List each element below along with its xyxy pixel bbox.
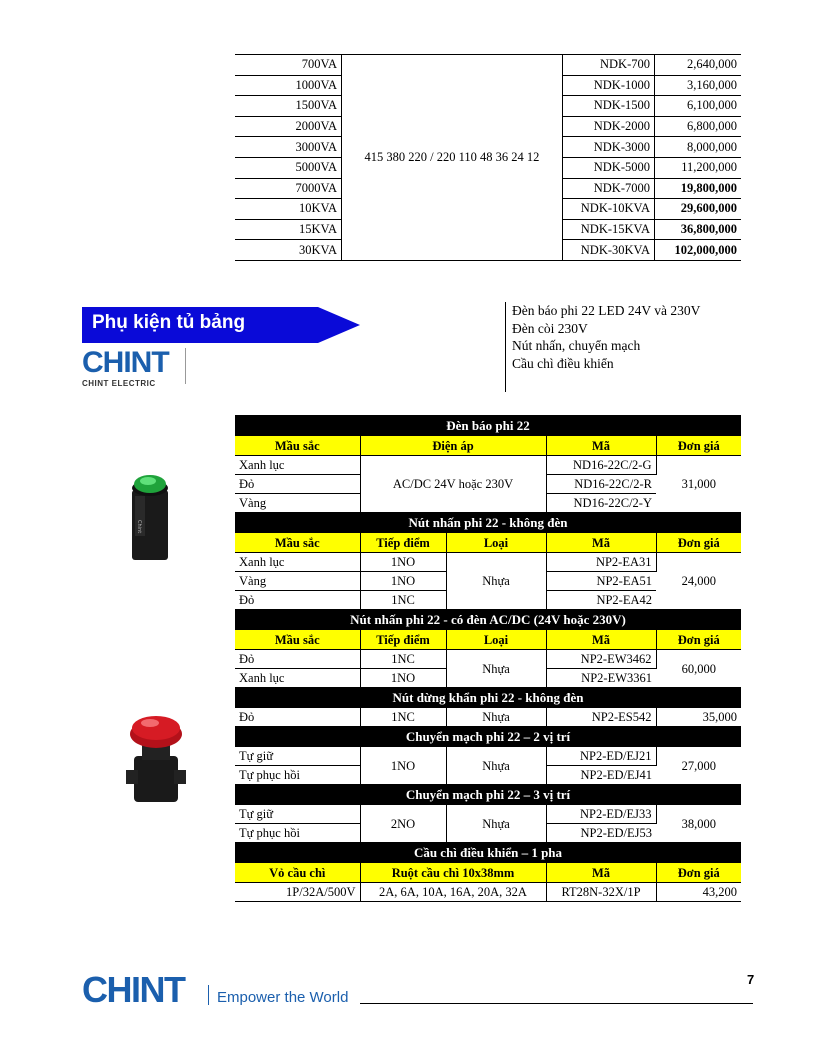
table-row [235, 708, 741, 727]
table-row [235, 747, 741, 766]
header-price: Đơn giá [656, 533, 741, 553]
code-cell: NP2-ED/EJ33 [546, 805, 656, 824]
feature-item: Đèn báo phi 22 LED 24V và 230V [512, 303, 701, 318]
code-cell: ND16-22C/2-G [546, 456, 656, 475]
contact-cell: 1NC [360, 591, 446, 610]
contact-cell: 2NO [360, 805, 446, 843]
capacity-cell: 3000VA [235, 137, 342, 158]
table-row [235, 456, 741, 475]
model-cell: NDK-10KVA [563, 199, 655, 220]
section-title: Phụ kiện tủ bảng [92, 312, 246, 333]
code-cell: NP2-ED/EJ41 [546, 766, 656, 785]
type-cell: Nhựa [446, 650, 546, 688]
model-cell: NDK-3000 [563, 137, 655, 158]
contact-cell: 1NO [360, 572, 446, 591]
color-cell: Đỏ [235, 708, 360, 727]
color-cell: Vàng [235, 494, 360, 513]
contact-cell: 1NO [360, 669, 446, 688]
pushbutton-section-title: Nút nhấn phi 22 - không đèn [235, 513, 741, 533]
contact-cell: 1NC [360, 650, 446, 669]
type-cell: Nhựa [446, 805, 546, 843]
model-cell: NDK-5000 [563, 157, 655, 178]
fuse-section-title: Cầu chì điều khiển – 1 pha [235, 843, 741, 863]
header-code: Mã [546, 630, 656, 650]
color-cell: Đỏ [235, 475, 360, 494]
price-cell: 102,000,000 [655, 240, 742, 261]
svg-text:Chint: Chint [136, 520, 142, 534]
cartridge-cell: 2A, 6A, 10A, 16A, 20A, 32A [360, 883, 546, 902]
header-type: Loại [446, 630, 546, 650]
price-cell: 31,000 [656, 456, 741, 513]
header-contact: Tiếp điểm [360, 533, 446, 553]
header-price: Đơn giá [656, 436, 741, 456]
mode-cell: Tự phục hồi [235, 824, 360, 843]
table-row [235, 650, 741, 669]
model-cell: NDK-1000 [563, 75, 655, 96]
header-code: Mã [546, 436, 656, 456]
price-cell: 6,800,000 [655, 116, 742, 137]
code-cell: NP2-EA31 [546, 553, 656, 572]
code-cell: ND16-22C/2-Y [546, 494, 656, 513]
indicator-light-image [122, 470, 178, 562]
price-cell: 27,000 [656, 747, 741, 785]
table-row [235, 883, 741, 902]
code-cell: NP2-ES542 [546, 708, 656, 727]
code-cell: NP2-ED/EJ21 [546, 747, 656, 766]
section-banner [82, 307, 360, 343]
selector3-section-title: Chuyển mạch phi 22 – 3 vị trí [235, 785, 741, 805]
header-contact: Tiếp điểm [360, 630, 446, 650]
code-cell: NP2-EW3361 [546, 669, 656, 688]
header-type: Loại [446, 533, 546, 553]
mode-cell: Tự giữ [235, 805, 360, 824]
capacity-cell: 1000VA [235, 75, 342, 96]
code-cell: RT28N-32X/1P [546, 883, 656, 902]
estop-section-title: Nút dừng khẩn phi 22 - không đèn [235, 688, 741, 708]
page-number: 7 [747, 972, 755, 987]
capacity-cell: 2000VA [235, 116, 342, 137]
footer-divider [208, 985, 209, 1005]
housing-cell: 1P/32A/500V [235, 883, 360, 902]
price-cell: 3,160,000 [655, 75, 742, 96]
color-cell: Đỏ [235, 591, 360, 610]
contact-cell: 1NO [360, 747, 446, 785]
panel-accessories-table [235, 415, 741, 902]
chint-logo [82, 348, 192, 388]
lit-pushbutton-section-title: Nút nhấn phi 22 - có đèn AC/DC (24V hoặc 230V) [235, 610, 741, 630]
price-cell: 11,200,000 [655, 157, 742, 178]
color-cell: Xanh lục [235, 456, 360, 475]
table-row [235, 805, 741, 824]
header-color: Mầu sắc [235, 436, 360, 456]
table-row [235, 55, 741, 76]
header-price: Đơn giá [656, 630, 741, 650]
price-cell: 8,000,000 [655, 137, 742, 158]
header-cartridge: Ruột cầu chì 10x38mm [360, 863, 546, 883]
contact-cell: 1NC [360, 708, 446, 727]
price-cell: 38,000 [656, 805, 741, 843]
color-cell: Vàng [235, 572, 360, 591]
voltage-cell: 415 380 220 / 220 110 48 36 24 12 [342, 55, 563, 261]
footer-rule [360, 1003, 753, 1004]
mode-cell: Tự giữ [235, 747, 360, 766]
chint-logo-subtitle: CHINT ELECTRIC [82, 379, 156, 388]
mode-cell: Tự phục hồi [235, 766, 360, 785]
capacity-cell: 5000VA [235, 157, 342, 178]
type-cell: Nhựa [446, 747, 546, 785]
indicator-section-title: Đèn báo phi 22 [235, 416, 741, 436]
capacity-cell: 700VA [235, 55, 342, 76]
price-cell: 6,100,000 [655, 96, 742, 117]
color-cell: Xanh lục [235, 553, 360, 572]
model-cell: NDK-2000 [563, 116, 655, 137]
price-cell: 2,640,000 [655, 55, 742, 76]
model-cell: NDK-700 [563, 55, 655, 76]
price-cell: 24,000 [656, 553, 741, 610]
code-cell: NP2-EW3462 [546, 650, 656, 669]
feature-list [505, 302, 700, 392]
table-row [235, 553, 741, 572]
capacity-cell: 15KVA [235, 219, 342, 240]
selector2-section-title: Chuyển mạch phi 22 – 2 vị trí [235, 727, 741, 747]
capacity-cell: 30KVA [235, 240, 342, 261]
color-cell: Xanh lục [235, 669, 360, 688]
color-cell: Đỏ [235, 650, 360, 669]
price-cell: 29,600,000 [655, 199, 742, 220]
capacity-cell: 1500VA [235, 96, 342, 117]
code-cell: NP2-EA51 [546, 572, 656, 591]
code-cell: NP2-ED/EJ53 [546, 824, 656, 843]
chint-logo-text: CHINT [82, 346, 169, 379]
header-color: Mầu sắc [235, 630, 360, 650]
header-price: Đơn giá [656, 863, 741, 883]
footer-slogan: Empower the World [217, 989, 349, 1006]
type-cell: Nhựa [446, 708, 546, 727]
contact-cell: 1NO [360, 553, 446, 572]
footer-chint-logo: CHINT [82, 969, 185, 1010]
code-cell: NP2-EA42 [546, 591, 656, 610]
model-cell: NDK-7000 [563, 178, 655, 199]
capacity-cell: 7000VA [235, 178, 342, 199]
code-cell: ND16-22C/2-R [546, 475, 656, 494]
type-cell: Nhựa [446, 553, 546, 610]
price-cell: 60,000 [656, 650, 741, 688]
model-cell: NDK-30KVA [563, 240, 655, 261]
header-color: Mầu sắc [235, 533, 360, 553]
header-voltage: Điện áp [360, 436, 546, 456]
price-cell: 19,800,000 [655, 178, 742, 199]
transformer-price-table [235, 54, 741, 261]
header-housing: Vỏ cầu chì [235, 863, 360, 883]
price-cell: 36,800,000 [655, 219, 742, 240]
model-cell: NDK-1500 [563, 96, 655, 117]
feature-item: Nút nhấn, chuyển mạch [512, 338, 641, 353]
feature-item: Đèn còi 230V [512, 320, 588, 336]
model-cell: NDK-15KVA [563, 219, 655, 240]
header-code: Mã [546, 863, 656, 883]
price-cell: 43,200 [656, 883, 741, 902]
header-code: Mã [546, 533, 656, 553]
emergency-stop-image [122, 708, 190, 808]
voltage-cell: AC/DC 24V hoặc 230V [360, 456, 546, 513]
logo-divider [185, 348, 186, 384]
capacity-cell: 10KVA [235, 199, 342, 220]
feature-item: Cầu chì điều khiển [512, 355, 614, 371]
price-cell: 35,000 [656, 708, 741, 727]
